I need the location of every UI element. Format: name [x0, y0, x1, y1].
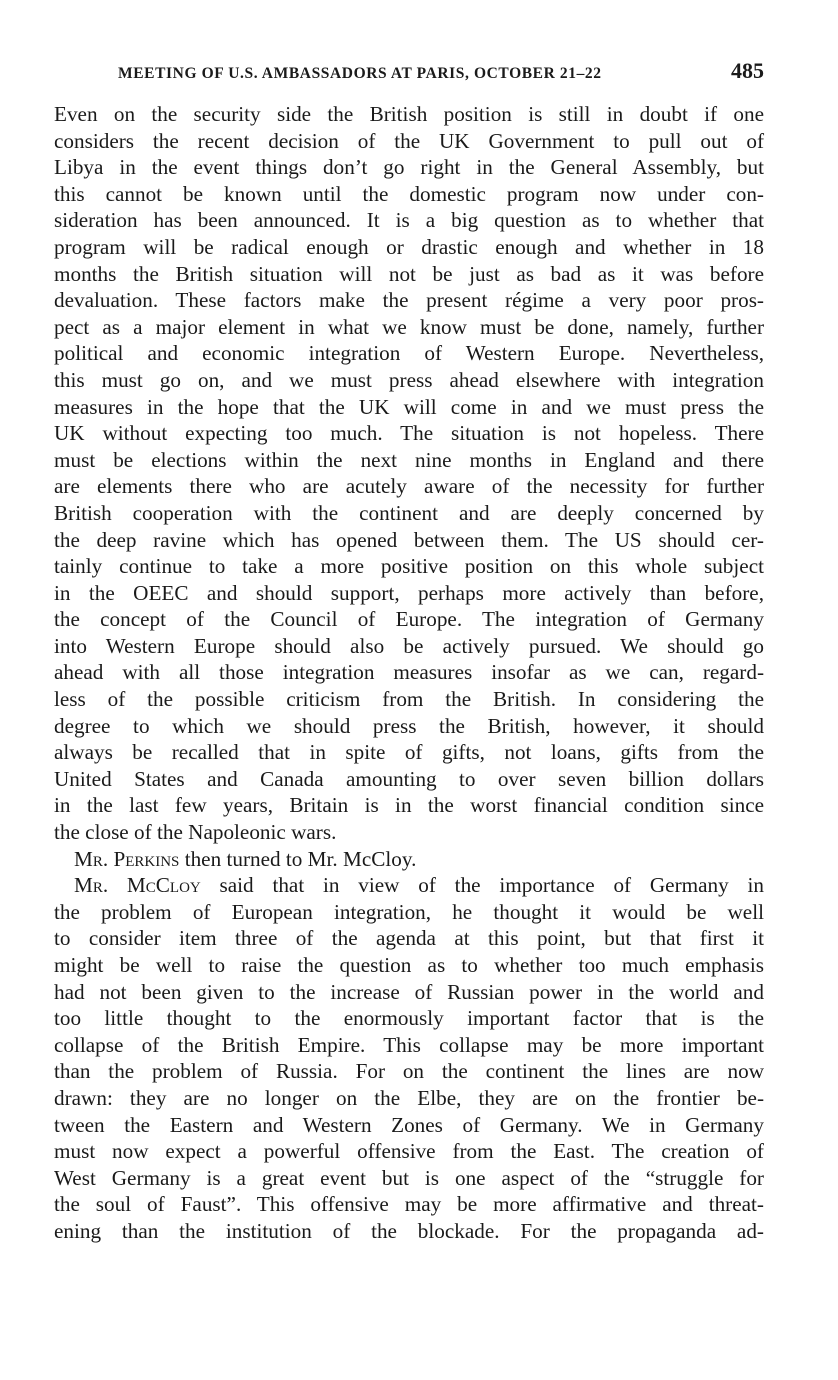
text-line: West Germany is a great event but is one aspect of the “struggle for [54, 1165, 764, 1190]
text-line: this must go on, and we must press ahead elsewhere with integration [54, 367, 764, 392]
header-title: MEETING OF U.S. AMBASSADORS AT PARIS, OCTOBER 21–22 [118, 65, 602, 82]
text-line: are elements there who are acutely aware of the necessity for further [54, 474, 764, 499]
text-line: collapse of the British Empire. This collapse may be more important [54, 1032, 764, 1057]
text-line: the deep ravine which has opened between them. The US should cer- [54, 527, 764, 552]
text-line: ahead with all those integration measures insofar as we can, regard- [54, 660, 764, 685]
text-line: must be elections within the next nine months in England and there [54, 447, 764, 472]
running-header [118, 58, 764, 92]
text-line: measures in the hope that the UK will come in and we must press the [54, 394, 764, 419]
text-line: had not been given to the increase of Russian power in the world and [54, 979, 764, 1004]
speaker-name: Mr. Perkins [74, 846, 180, 871]
text-line: into Western Europe should also be actively pursued. We should go [54, 633, 764, 658]
text-line: than the problem of Russia. For on the continent the lines are now [54, 1059, 764, 1084]
paragraph-british-position [54, 101, 764, 846]
text-line: UK without expecting too much. The situation is not hopeless. There [54, 421, 764, 446]
text-line: pect as a major element in what we know must be done, namely, further [54, 314, 764, 339]
text-line: must now expect a powerful offensive from the East. The creation of [54, 1139, 764, 1164]
text-line: ening than the institution of the blockade. For the propaganda ad- [54, 1218, 764, 1243]
page-number: 485 [731, 58, 764, 83]
paragraph-perkins [54, 846, 764, 873]
text-line: political and economic integration of Western Europe. Nevertheless, [54, 341, 764, 366]
text-line: months the British situation will not be just as bad as it was before [54, 261, 764, 286]
text-line: British cooperation with the continent and are deeply concerned by [54, 500, 764, 525]
paragraph-mccloy [54, 872, 764, 1244]
text-line: Libya in the event things don’t go right in the General Assembly, but [54, 155, 764, 180]
text-line: less of the possible criticism from the British. In considering the [54, 687, 764, 712]
text-line: sideration has been announced. It is a big question as to whether that [54, 208, 764, 233]
speaker-text: said that in view of the importance of Germany in [200, 873, 764, 898]
text-line: tainly continue to take a more positive position on this whole subject [54, 554, 764, 579]
text-line: the problem of European integration, he thought it would be well [54, 899, 764, 924]
text-line: might be well to raise the question as to whether too much emphasis [54, 953, 764, 977]
text-line: the close of the Napoleonic wars. [54, 820, 337, 845]
text-line: always be recalled that in spite of gifts, not loans, gifts from the [54, 740, 764, 765]
text-line: considers the recent decision of the UK Government to pull out of [54, 128, 764, 153]
text-line: the soul of Faust”. This offensive may be more affirmative and threat- [54, 1192, 764, 1217]
speaker-text: then turned to Mr. McCloy. [179, 846, 417, 871]
text-line: this cannot be known until the domestic program now under con- [54, 181, 764, 206]
text-line [54, 846, 764, 873]
text-line: drawn: they are no longer on the Elbe, they are on the frontier be- [54, 1085, 764, 1110]
text-line: program will be radical enough or drastic enough and whether in 18 [54, 234, 764, 259]
text-line: degree to which we should press the British, however, it should [54, 713, 764, 738]
body-text [54, 101, 764, 1245]
text-line: too little thought to the enormously important factor that is the [54, 1006, 764, 1031]
text-line: in the OEEC and should support, perhaps more actively than before, [54, 580, 764, 605]
text-line [54, 872, 764, 899]
text-line: in the last few years, Britain is in the worst financial condition since [54, 793, 764, 818]
text-line: tween the Eastern and Western Zones of Germany. We in Germany [54, 1112, 764, 1137]
text-line: to consider item three of the agenda at this point, but that first it [54, 926, 764, 951]
text-line: Even on the security side the British position is still in doubt if one [54, 102, 764, 126]
text-line: the concept of the Council of Europe. The integration of Germany [54, 607, 764, 632]
text-line: devaluation. These factors make the present régime a very poor pros- [54, 288, 764, 313]
speaker-name: Mr. McCloy [74, 873, 201, 898]
text-line: United States and Canada amounting to over seven billion dollars [54, 766, 764, 791]
